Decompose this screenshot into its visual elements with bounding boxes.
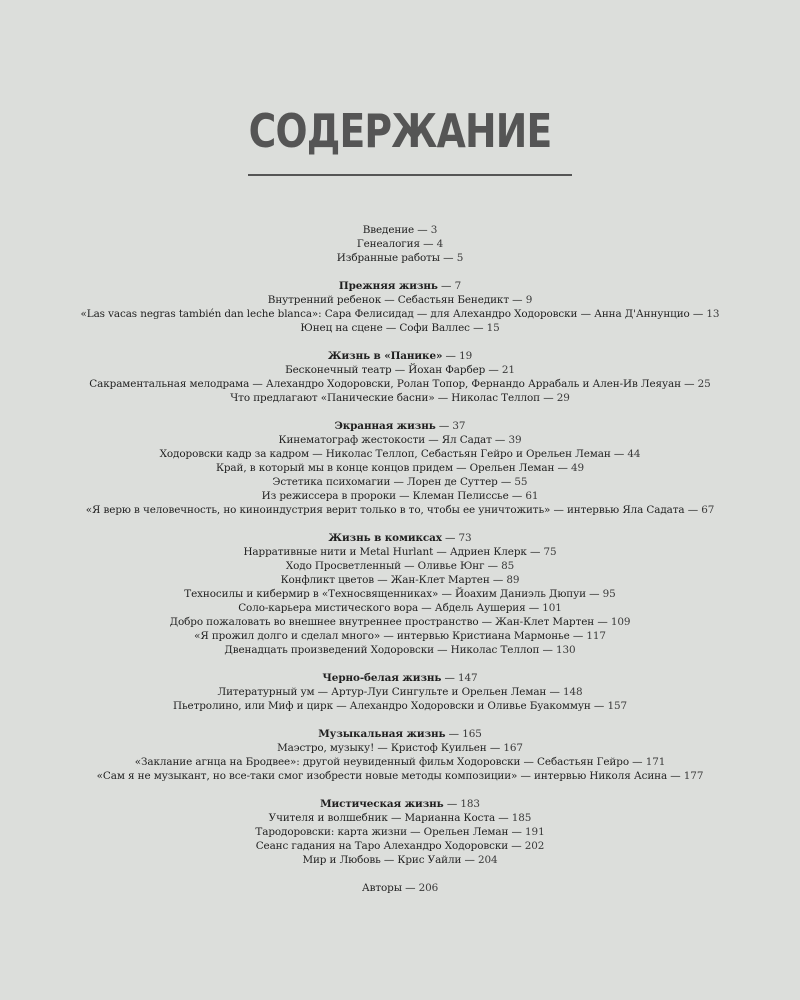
- dash-separator: —: [485, 364, 502, 376]
- section-title: Музыкальная жизнь: [318, 728, 446, 740]
- toc-entry[interactable]: [0, 685, 800, 699]
- page-number: 21: [501, 364, 515, 376]
- toc-entry[interactable]: [0, 363, 800, 377]
- entry-text: Кинематограф жестокости — Ял Садат: [278, 434, 492, 446]
- toc-entry[interactable]: [0, 643, 800, 657]
- dash-separator: —: [486, 742, 504, 754]
- entry-text: Избранные работы: [336, 252, 440, 264]
- entry-text: Эстетика психомагии — Лорен де Суттер: [272, 476, 498, 488]
- dash-separator: —: [610, 448, 628, 460]
- toc-section-heading[interactable]: [0, 727, 800, 741]
- toc-entry[interactable]: [0, 461, 800, 475]
- entry-text: Двенадцать произведений Ходоровски — Николас Теллоп: [224, 644, 540, 656]
- toc-section-heading[interactable]: [0, 349, 800, 363]
- entry-text: Из режиссера в пророки — Клеман Пелиссье: [261, 490, 509, 502]
- page-number: 183: [460, 798, 480, 810]
- entry-text: Ходоровски кадр за кадром — Николас Теллоп, Себастьян Гейро и Орельен Леман: [159, 448, 611, 460]
- entry-text: Юнец на сцене — Софи Валлес: [300, 322, 470, 334]
- page-number: 202: [524, 840, 545, 852]
- section-gap: [0, 405, 800, 419]
- entry-text: Нарративные нити и Metal Hurlant — Адриен Клерк: [243, 546, 527, 558]
- toc-entry[interactable]: [0, 447, 800, 461]
- dash-separator: —: [461, 854, 479, 866]
- page-number: 55: [514, 476, 528, 488]
- page-number: 148: [562, 686, 583, 698]
- section-gap: [0, 657, 800, 671]
- dash-separator: —: [442, 350, 460, 362]
- page-number: 4: [436, 238, 444, 250]
- table-of-contents: [0, 223, 800, 895]
- toc-entry[interactable]: [0, 629, 800, 643]
- section-gap: [0, 867, 800, 881]
- dash-separator: —: [445, 728, 463, 740]
- toc-entry[interactable]: [0, 433, 800, 447]
- toc-entry[interactable]: [0, 251, 800, 265]
- dash-separator: —: [489, 574, 507, 586]
- toc-entry[interactable]: [0, 615, 800, 629]
- page-number: 19: [459, 350, 473, 362]
- section-title: Мистическая жизнь: [320, 798, 444, 810]
- dash-separator: —: [628, 756, 646, 768]
- toc-entry[interactable]: [0, 503, 800, 517]
- section-title: Черно-белая жизнь: [322, 672, 442, 684]
- page-number: 61: [525, 490, 539, 502]
- dash-separator: —: [689, 308, 707, 320]
- dash-separator: —: [469, 322, 487, 334]
- page-number: 37: [452, 420, 466, 432]
- dash-separator: —: [526, 546, 544, 558]
- toc-entry[interactable]: [0, 377, 800, 391]
- page-number: 191: [525, 826, 545, 838]
- page-number: 73: [458, 532, 472, 544]
- section-title: Жизнь в «Панике»: [327, 350, 443, 362]
- toc-entry[interactable]: [0, 223, 800, 237]
- entry-text: Край, в который мы в конце концов придем — Орельен Леман: [215, 462, 555, 474]
- title-rule: [248, 174, 572, 176]
- page-number: 25: [697, 378, 711, 390]
- entry-text: Сакраментальная мелодрама — Алехандро Ходоровски, Ролан Топор, Фернандо Аррабаль и Ален-Ив Леяуан: [89, 378, 681, 390]
- toc-entry[interactable]: [0, 307, 800, 321]
- entry-text: Авторы: [361, 882, 402, 894]
- toc-entry[interactable]: [0, 755, 800, 769]
- dash-separator: —: [554, 462, 572, 474]
- dash-separator: —: [495, 812, 512, 824]
- page-number: 44: [627, 448, 641, 460]
- page-number: 167: [503, 742, 523, 754]
- dash-separator: —: [441, 672, 459, 684]
- page-number: 101: [542, 602, 562, 614]
- entry-text: Внутренний ребенок — Себастьян Бенедикт: [267, 294, 509, 306]
- dash-separator: —: [443, 798, 461, 810]
- page-number: 67: [701, 504, 715, 516]
- section-title: Прежняя жизнь: [338, 280, 438, 292]
- toc-section-heading[interactable]: [0, 419, 800, 433]
- entry-text: Введение: [362, 224, 415, 236]
- entry-text: «Я прожил долго и сделал много» — интервью Кристиана Мармонье: [194, 630, 570, 642]
- dash-separator: —: [585, 588, 603, 600]
- toc-entry[interactable]: [0, 321, 800, 335]
- toc-entry[interactable]: [0, 475, 800, 489]
- toc-entry[interactable]: [0, 811, 800, 825]
- dash-separator: —: [401, 882, 419, 894]
- dash-separator: —: [667, 770, 684, 782]
- dash-separator: —: [594, 616, 611, 628]
- dash-separator: —: [525, 602, 543, 614]
- entry-text: Литературный ум — Артур-Луи Сингульте и Орельен Леман: [217, 686, 547, 698]
- section-gap: [0, 265, 800, 279]
- section-gap: [0, 517, 800, 531]
- dash-separator: —: [491, 434, 509, 446]
- page-number: 204: [478, 854, 498, 866]
- page-number: 39: [508, 434, 522, 446]
- page-number: 171: [645, 756, 666, 768]
- entry-text: Тародоровски: карта жизни — Орельен Леман: [255, 826, 509, 838]
- page-number: 3: [430, 224, 438, 236]
- page-number: 109: [610, 616, 631, 628]
- dash-separator: —: [546, 686, 563, 698]
- toc-section-heading[interactable]: [0, 797, 800, 811]
- toc-section-heading[interactable]: [0, 671, 800, 685]
- entry-text: Мир и Любовь — Крис Уайли: [302, 854, 462, 866]
- page-title: СОДЕРЖАНИЕ: [248, 104, 552, 158]
- page-number: 9: [525, 294, 533, 306]
- entry-text: Маэстро, музыку! — Кристоф Куильен: [277, 742, 487, 754]
- page-number: 147: [458, 672, 478, 684]
- page-number: 49: [571, 462, 585, 474]
- toc-entry[interactable]: [0, 769, 800, 783]
- page-number: 177: [683, 770, 704, 782]
- toc-section-heading[interactable]: [0, 279, 800, 293]
- entry-text: Что предлагают «Панические басни» — Николас Теллоп: [230, 392, 541, 404]
- toc-entry[interactable]: [0, 853, 800, 867]
- page-number: 15: [486, 322, 500, 334]
- entry-text: Бесконечный театр — Йохан Фарбер: [285, 364, 486, 376]
- dash-separator: —: [680, 378, 698, 390]
- entry-text: Техносилы и кибермир в «Техносвященниках» — Йоахим Даниэль Дюпуи: [184, 588, 586, 600]
- dash-separator: —: [497, 476, 515, 488]
- page-number: 165: [462, 728, 482, 740]
- toc-entry[interactable]: [0, 601, 800, 615]
- entry-text: Сеанс гадания на Таро Алехандро Ходоровски: [255, 840, 509, 852]
- entry-text: Пьетролино, или Миф и цирк — Алехандро Ходоровски и Оливье Буакоммун: [173, 700, 591, 712]
- toc-entry[interactable]: [0, 293, 800, 307]
- entry-text: Добро пожаловать во внешнее внутреннее пространство — Жан-Клет Мартен: [169, 616, 595, 628]
- dash-separator: —: [540, 392, 557, 404]
- page-number: 157: [607, 700, 627, 712]
- toc-entry[interactable]: [0, 559, 800, 573]
- section-gap: [0, 335, 800, 349]
- page-number: 185: [511, 812, 532, 824]
- entry-text: Ходо Просветленный — Оливье Юнг: [285, 560, 485, 572]
- toc-section-heading[interactable]: [0, 531, 800, 545]
- page-number: 13: [706, 308, 720, 320]
- dash-separator: —: [437, 280, 455, 292]
- page-number: 95: [602, 588, 616, 600]
- section-title: Экранная жизнь: [334, 420, 436, 432]
- dash-separator: —: [590, 700, 608, 712]
- page-number: 130: [556, 644, 576, 656]
- page-number: 29: [556, 392, 570, 404]
- entry-text: «Я верю в человечность, но киноиндустрия верит только в то, чтобы ее уничтожить» — интервью Яла Садата: [85, 504, 685, 516]
- section-gap: [0, 713, 800, 727]
- dash-separator: —: [569, 630, 587, 642]
- section-gap: [0, 783, 800, 797]
- dash-separator: —: [508, 294, 526, 306]
- page-number: 7: [454, 280, 462, 292]
- toc-entry[interactable]: [0, 825, 800, 839]
- entry-text: «Заклание агнца на Бродвее»: другой неувиденный фильм Ходоровски — Себастьян Гейро: [134, 756, 629, 768]
- dash-separator: —: [508, 490, 526, 502]
- toc-entry[interactable]: [0, 881, 800, 895]
- entry-text: Соло-карьера мистического вора — Абдель Аушерия: [238, 602, 526, 614]
- entry-text: «Сам я не музыкант, но все-таки смог изобрести новые методы композиции» — интервью Николя Асина: [96, 770, 668, 782]
- entry-text: Учителя и волшебник — Марианна Коста: [268, 812, 496, 824]
- entry-text: «Las vacas negras también dan leche blanca»: Сара Фелисидад — для Алехандро Ходоровски — Анна Д'Аннунцио: [80, 308, 690, 320]
- toc-entry[interactable]: [0, 573, 800, 587]
- page-number: 85: [501, 560, 515, 572]
- toc-entry[interactable]: [0, 391, 800, 405]
- dash-separator: —: [439, 252, 457, 264]
- dash-separator: —: [414, 224, 431, 236]
- page-number: 5: [456, 252, 464, 264]
- page-number: 117: [586, 630, 606, 642]
- toc-entry[interactable]: [0, 839, 800, 853]
- dash-separator: —: [508, 840, 525, 852]
- dash-separator: —: [508, 826, 526, 838]
- page-number: 75: [543, 546, 557, 558]
- toc-entry[interactable]: [0, 699, 800, 713]
- entry-text: Генеалогия: [356, 238, 420, 250]
- dash-separator: —: [419, 238, 437, 250]
- dash-separator: —: [684, 504, 702, 516]
- toc-entry[interactable]: [0, 741, 800, 755]
- toc-entry[interactable]: [0, 489, 800, 503]
- dash-separator: —: [539, 644, 557, 656]
- page-number: 206: [418, 882, 439, 894]
- page-number: 89: [506, 574, 520, 586]
- toc-entry[interactable]: [0, 237, 800, 251]
- dash-separator: —: [435, 420, 453, 432]
- dash-separator: —: [484, 560, 502, 572]
- toc-entry[interactable]: [0, 587, 800, 601]
- entry-text: Конфликт цветов — Жан-Клет Мартен: [280, 574, 490, 586]
- section-title: Жизнь в комиксах: [328, 532, 442, 544]
- dash-separator: —: [441, 532, 459, 544]
- toc-entry[interactable]: [0, 545, 800, 559]
